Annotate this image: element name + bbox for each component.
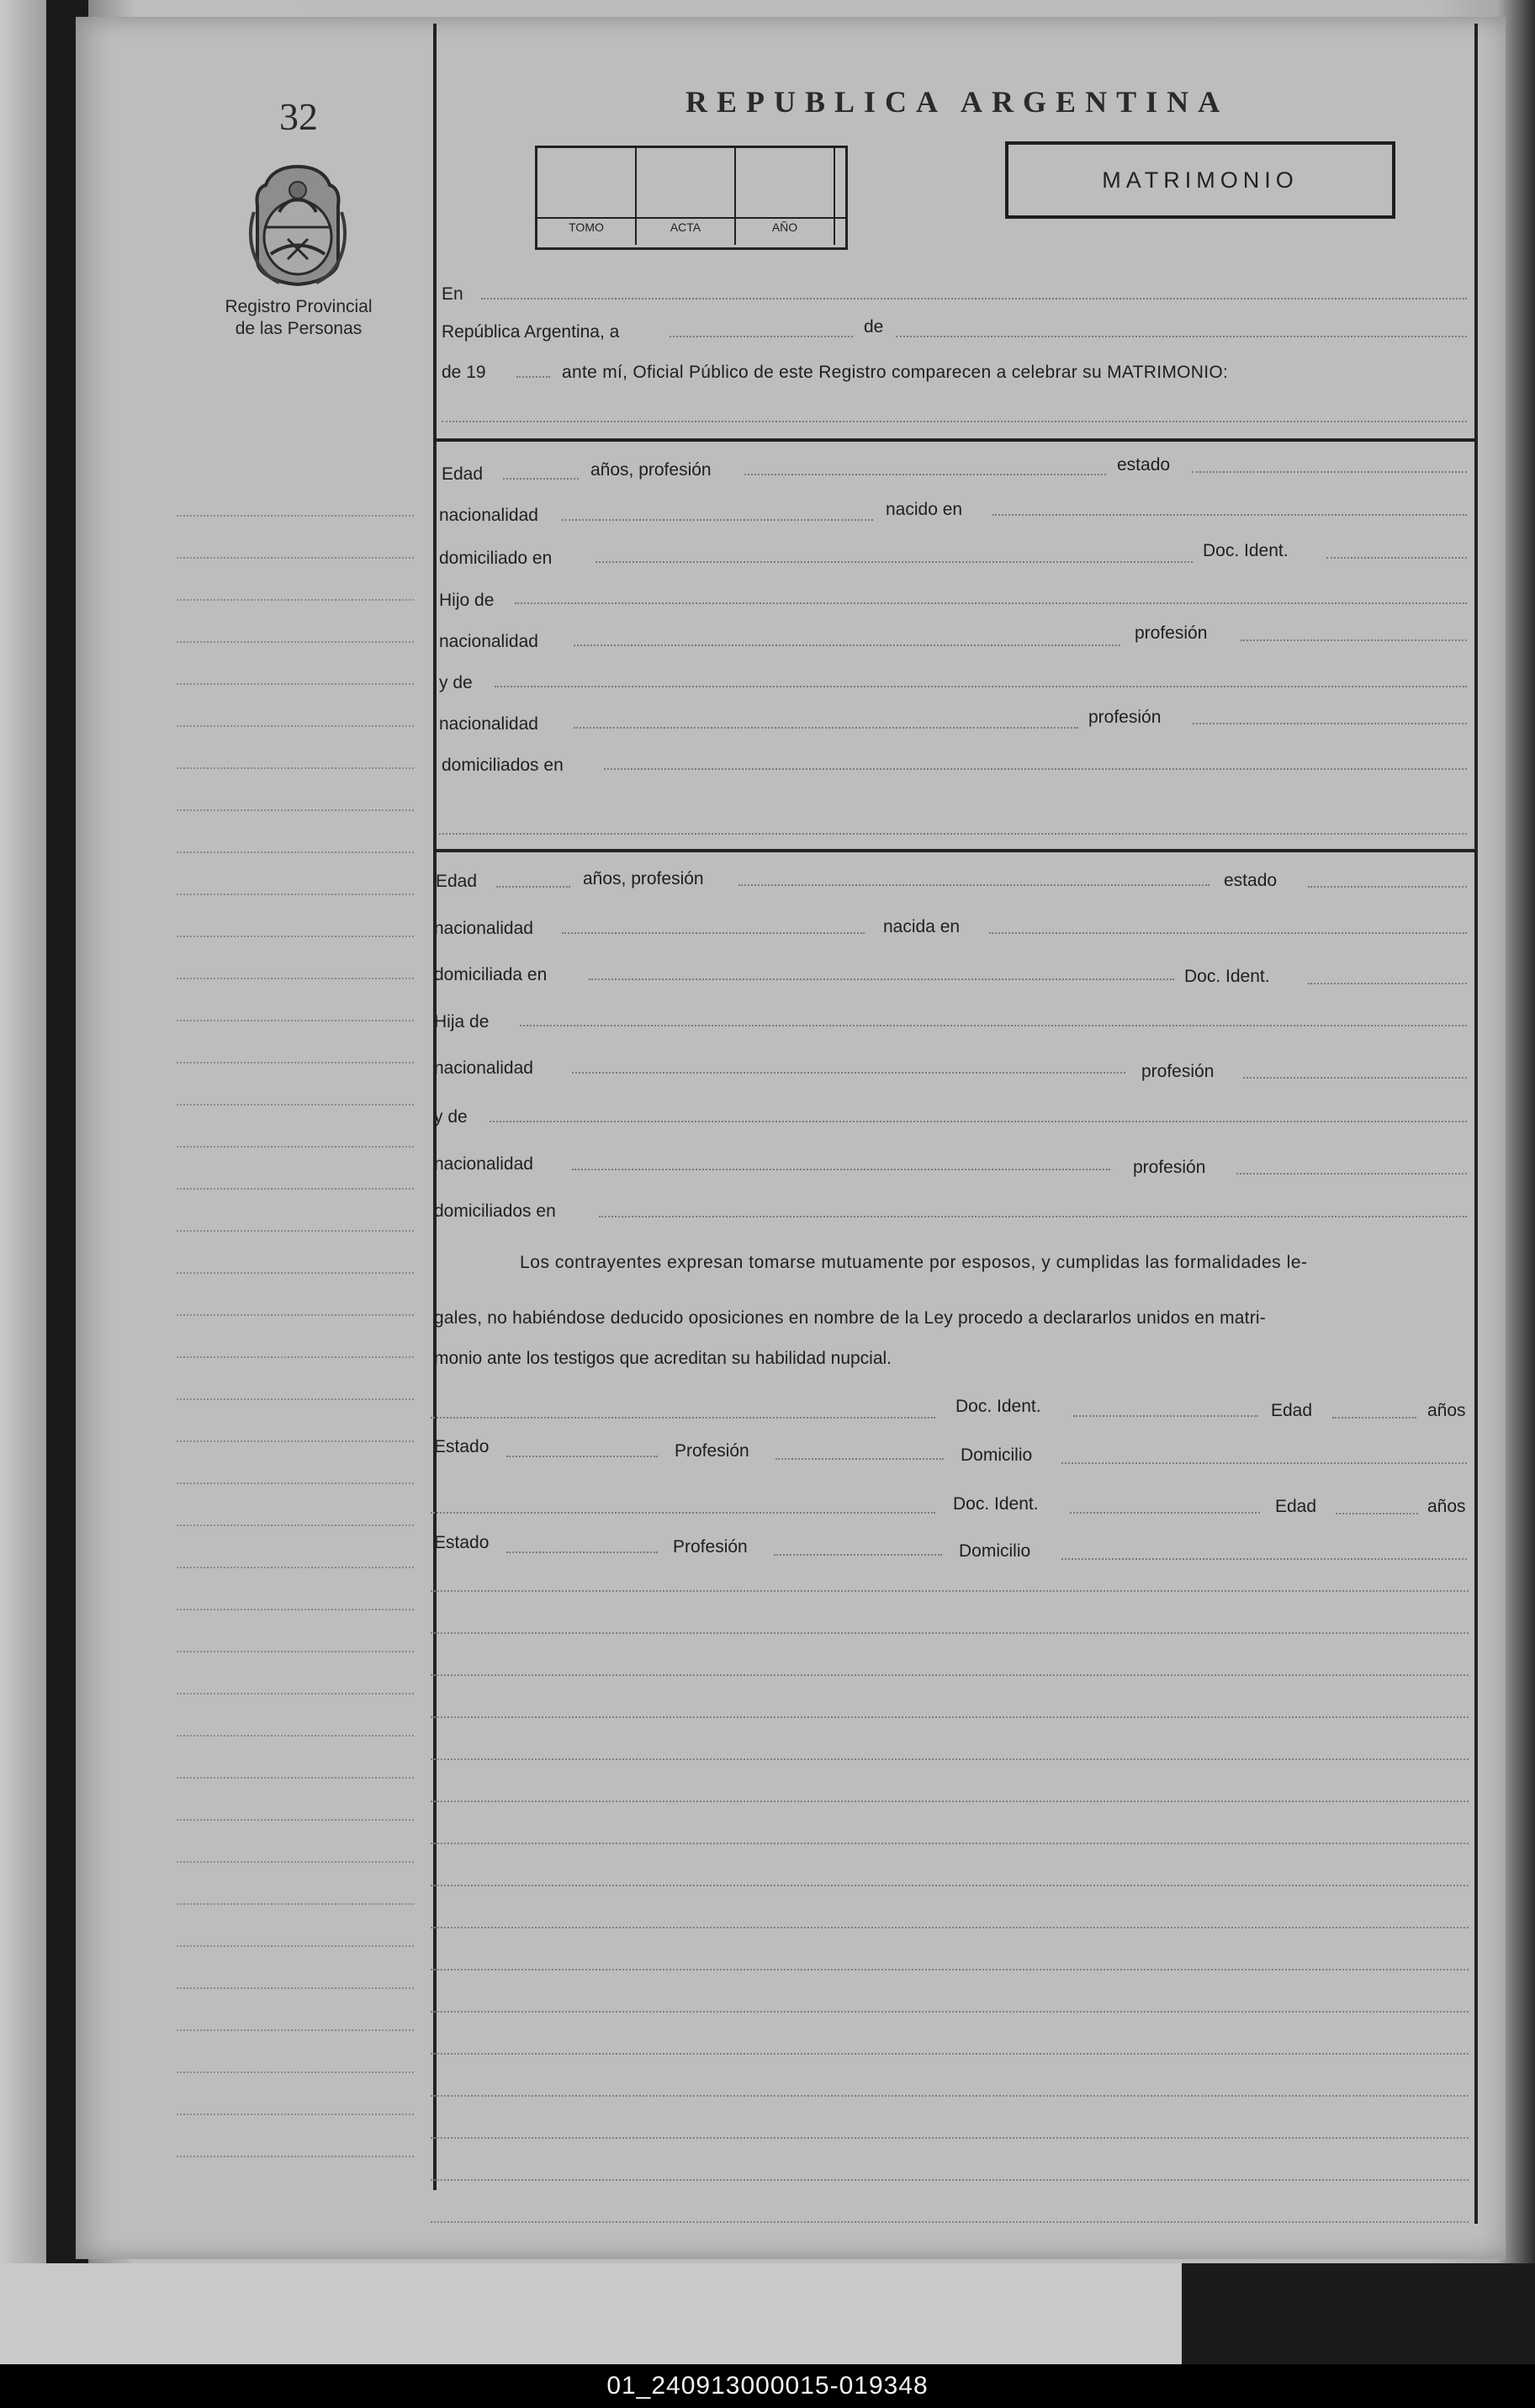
margin-note-line[interactable] [177, 683, 414, 685]
margin-note-line[interactable] [177, 809, 414, 811]
margin-note-line[interactable] [177, 1903, 414, 1905]
scan-id: 01_240913000015-019348 [606, 2372, 929, 2400]
blank-entry-line[interactable] [431, 2053, 1469, 2055]
blank-entry-line[interactable] [431, 2221, 1469, 2223]
margin-note-line[interactable] [177, 1188, 414, 1190]
witness-2-estado-field[interactable] [506, 1551, 658, 1553]
groom-nacionalidad-madre-label: nacionalidad [439, 714, 538, 734]
groom-y-de-label: y de [439, 673, 473, 692]
margin-note-line[interactable] [177, 557, 414, 559]
en-label: En [442, 284, 463, 304]
act-type-label: MATRIMONIO [1102, 167, 1299, 193]
bride-doc-ident-label: Doc. Ident. [1184, 967, 1270, 986]
blank-entry-line[interactable] [431, 1927, 1469, 1928]
witness-1-profesion-label: Profesión [675, 1441, 749, 1461]
margin-note-line[interactable] [177, 1861, 414, 1863]
bride-nacionalidad-madre-label: nacionalidad [434, 1154, 533, 1174]
groom-estado-label: estado [1117, 455, 1171, 475]
bride-edad-field[interactable] [496, 886, 570, 888]
groom-hijo-de-label: Hijo de [439, 591, 495, 610]
margin-note-line[interactable] [177, 1146, 414, 1148]
groom-nacido-en-label: nacido en [886, 500, 963, 519]
margin-note-line[interactable] [177, 2029, 414, 2031]
acta-label: ACTA [670, 220, 701, 234]
right-border [1474, 24, 1478, 2224]
bride-y-de-label: y de [434, 1107, 468, 1127]
margin-note-line[interactable] [177, 1735, 414, 1737]
witness-2-profesion-label: Profesión [673, 1537, 748, 1557]
groom-nacido-en-field[interactable] [992, 514, 1467, 516]
margin-note-line[interactable] [177, 767, 414, 769]
de-label: de [864, 317, 884, 337]
groom-domiciliado-en-label: domiciliado en [439, 549, 553, 568]
blank-entry-line[interactable] [431, 1801, 1469, 1802]
left-strip [0, 0, 50, 2408]
margin-note-line[interactable] [177, 1609, 414, 1610]
witness-1-estado-label: Estado [434, 1437, 490, 1456]
witness-2-estado-label: Estado [434, 1533, 490, 1552]
witness-1-estado-field[interactable] [506, 1456, 658, 1457]
margin-note-line[interactable] [177, 2156, 414, 2157]
groom-domiciliados-en-label: domiciliados en [442, 756, 564, 775]
bottom-margin [0, 2263, 1182, 2364]
blank-entry-line[interactable] [431, 1590, 1469, 1592]
witness-2-name-field[interactable] [431, 1512, 935, 1514]
bride-edad-label: Edad [436, 872, 478, 891]
groom-profesion-padre-label: profesión [1135, 623, 1208, 643]
bride-domiciliados-en-label: domiciliados en [434, 1201, 556, 1221]
margin-note-line[interactable] [177, 1314, 414, 1316]
intro-extra-field[interactable] [442, 421, 1467, 422]
bride-anos-profesion-label: años, profesión [583, 869, 704, 888]
section-rule-2 [435, 849, 1476, 852]
blank-entry-line[interactable] [431, 1843, 1469, 1844]
bride-estado-field[interactable] [1308, 886, 1467, 888]
witness-1-domicilio-field[interactable] [1061, 1462, 1467, 1464]
margin-note-line[interactable] [177, 1398, 414, 1400]
bride-profesion-madre-field[interactable] [1236, 1173, 1467, 1175]
tomo-acta-ano-box [535, 146, 848, 250]
margin-note-line[interactable] [177, 1693, 414, 1695]
bride-profesion-padre-field[interactable] [1243, 1077, 1467, 1079]
witness-2-doc-ident-label: Doc. Ident. [953, 1494, 1039, 1514]
groom-doc-ident-field[interactable] [1326, 557, 1467, 559]
margin-note-line[interactable] [177, 1945, 414, 1947]
registry-name-line1: Registro Provincial [225, 297, 373, 316]
blank-entry-line[interactable] [431, 1674, 1469, 1676]
blank-entry-line[interactable] [431, 1632, 1469, 1634]
margin-note-line[interactable] [177, 1777, 414, 1779]
declaration-line-2: gales, no habiéndose deducido oposiciones en nombre de la Ley procedo a declararlos unidos en matri- [434, 1308, 1266, 1328]
republica-label: República Argentina, a [442, 322, 620, 342]
page-number: 32 [279, 95, 318, 138]
groom-estado-field[interactable] [1192, 471, 1467, 473]
margin-note-line[interactable] [177, 1062, 414, 1063]
margin-note-line[interactable] [177, 1525, 414, 1526]
bride-hija-de-label: Hija de [434, 1012, 490, 1032]
coat-of-arms-icon [246, 162, 351, 288]
margin-note-line[interactable] [177, 851, 414, 853]
groom-nacionalidad-label: nacionalidad [439, 506, 538, 525]
en-field[interactable] [481, 298, 1467, 300]
intro-statement: ante mí, Oficial Público de este Registro comparecen a celebrar su MATRIMONIO: [562, 363, 1229, 382]
margin-note-line[interactable] [177, 1819, 414, 1821]
country-title: REPUBLICA ARGENTINA [685, 85, 1230, 119]
margin-note-line[interactable] [177, 515, 414, 517]
margin-note-line[interactable] [177, 1987, 414, 1989]
margin-note-line[interactable] [177, 1020, 414, 1021]
margin-note-line[interactable] [177, 1356, 414, 1358]
groom-madre-field[interactable] [495, 686, 1467, 687]
bride-profesion-field[interactable] [738, 884, 1209, 886]
bride-domiciliados-field[interactable] [599, 1216, 1467, 1217]
blank-entry-line[interactable] [431, 1716, 1469, 1718]
bride-nacionalidad-field[interactable] [562, 932, 865, 934]
day-field[interactable] [670, 336, 853, 337]
witness-1-name-field[interactable] [431, 1417, 935, 1419]
groom-nacionalidad-field[interactable] [562, 519, 873, 521]
bride-domiciliada-en-label: domiciliada en [434, 965, 548, 984]
section-rule-1 [435, 438, 1476, 442]
bottom-shadow [1182, 2263, 1535, 2364]
witness-2-profesion-field[interactable] [774, 1554, 942, 1556]
bride-doc-ident-field[interactable] [1308, 983, 1467, 984]
year-field[interactable] [516, 376, 550, 378]
witness-1-anos-label: años [1427, 1401, 1466, 1420]
groom-nacionalidad-madre-field[interactable] [574, 727, 1078, 729]
bride-nacida-en-field[interactable] [989, 932, 1467, 934]
bride-nacionalidad-padre-label: nacionalidad [434, 1058, 533, 1078]
margin-note-line[interactable] [177, 641, 414, 643]
margin-note-line[interactable] [177, 936, 414, 937]
ano-label: AÑO [771, 220, 798, 234]
margin-note-line[interactable] [177, 2114, 414, 2115]
margin-note-line[interactable] [177, 1272, 414, 1274]
blank-entry-line[interactable] [431, 2179, 1469, 2181]
witness-2-domicilio-label: Domicilio [959, 1541, 1031, 1561]
blank-entry-line[interactable] [431, 2137, 1469, 2139]
form-page [76, 17, 1506, 2259]
box-label-row [537, 217, 845, 219]
margin-note-line[interactable] [177, 894, 414, 895]
declaration-line-3: monio ante los testigos que acreditan su habilidad nupcial. [434, 1349, 892, 1368]
margin-note-line[interactable] [177, 1651, 414, 1652]
witness-2-edad-label: Edad [1275, 1497, 1317, 1516]
groom-profesion-madre-label: profesión [1088, 708, 1162, 727]
blank-entry-line[interactable] [431, 1758, 1469, 1760]
witness-1-doc-ident-field[interactable] [1073, 1415, 1258, 1417]
groom-edad-field[interactable] [503, 478, 579, 480]
bride-profesion-madre-label: profesión [1133, 1158, 1206, 1177]
bride-domicilio-field[interactable] [589, 979, 1174, 980]
witness-1-profesion-field[interactable] [775, 1458, 944, 1460]
margin-note-line[interactable] [177, 599, 414, 601]
witness-1-domicilio-label: Domicilio [961, 1445, 1033, 1465]
witness-1-edad-field[interactable] [1332, 1417, 1416, 1419]
bride-nacida-en-label: nacida en [883, 917, 961, 936]
margin-note-line[interactable] [177, 1440, 414, 1442]
groom-doc-ident-label: Doc. Ident. [1203, 541, 1289, 560]
groom-nacionalidad-padre-field[interactable] [574, 644, 1120, 646]
declaration-line-1: Los contrayentes expresan tomarse mutuamente por esposos, y cumplidas las formalidades le- [520, 1253, 1308, 1272]
bride-estado-label: estado [1224, 871, 1278, 890]
margin-note-line[interactable] [177, 978, 414, 979]
margin-note-line[interactable] [177, 725, 414, 727]
groom-profesion-padre-field[interactable] [1241, 639, 1467, 641]
groom-domiciliados-field[interactable] [604, 768, 1467, 770]
margin-note-line[interactable] [177, 1567, 414, 1568]
witness-2-edad-field[interactable] [1336, 1513, 1418, 1514]
de19-label: de 19 [442, 363, 486, 382]
act-type-box [1005, 141, 1395, 219]
margin-note-line[interactable] [177, 1104, 414, 1106]
groom-edad-label: Edad [442, 464, 484, 484]
groom-domicilio-field[interactable] [595, 561, 1193, 563]
bride-profesion-padre-label: profesión [1141, 1062, 1215, 1081]
blank-entry-line[interactable] [431, 1885, 1469, 1886]
blank-entry-line[interactable] [431, 1969, 1469, 1970]
margin-note-line[interactable] [177, 1230, 414, 1232]
witness-2-doc-ident-field[interactable] [1070, 1512, 1260, 1514]
bride-nacionalidad-label: nacionalidad [434, 919, 533, 938]
witness-2-anos-label: años [1427, 1497, 1466, 1516]
registry-name [189, 296, 408, 340]
bride-nacionalidad-madre-field[interactable] [572, 1169, 1110, 1170]
groom-nacionalidad-padre-label: nacionalidad [439, 632, 538, 651]
witness-1-edad-label: Edad [1271, 1401, 1313, 1420]
bride-nacionalidad-padre-field[interactable] [572, 1072, 1125, 1074]
groom-padre-field[interactable] [515, 602, 1467, 604]
blank-entry-line[interactable] [431, 2095, 1469, 2097]
margin-note-line[interactable] [177, 1482, 414, 1484]
bride-madre-field[interactable] [490, 1121, 1467, 1122]
bride-padre-field[interactable] [520, 1025, 1467, 1026]
groom-extra-field[interactable] [439, 833, 1467, 835]
blank-entry-line[interactable] [431, 2011, 1469, 2013]
witness-1-doc-ident-label: Doc. Ident. [955, 1397, 1041, 1416]
groom-profesion-field[interactable] [744, 474, 1106, 475]
groom-profesion-madre-field[interactable] [1193, 723, 1467, 724]
registry-name-line2: de las Personas [235, 319, 363, 338]
groom-anos-profesion-label: años, profesión [590, 460, 712, 480]
witness-2-domicilio-field[interactable] [1061, 1558, 1467, 1560]
tomo-label: TOMO [569, 220, 604, 234]
margin-note-line[interactable] [177, 2071, 414, 2073]
month-field[interactable] [896, 336, 1467, 337]
